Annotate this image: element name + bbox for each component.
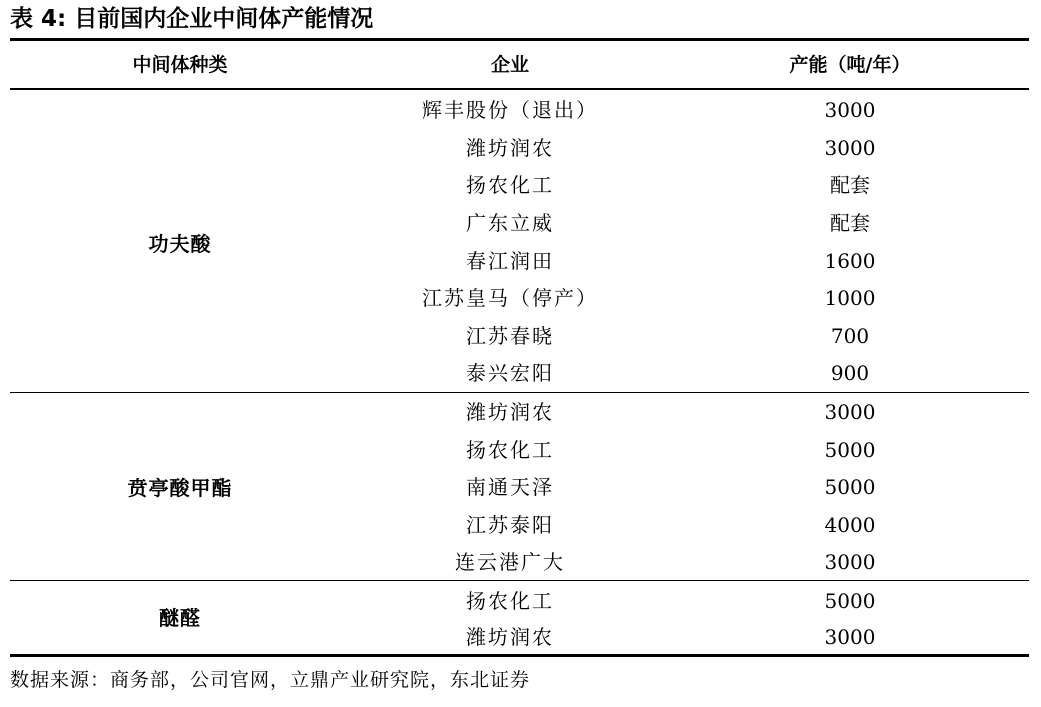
header-intermediate-type: 中间体种类 bbox=[132, 54, 228, 76]
table-cell-company: 潍坊润农 bbox=[466, 400, 554, 424]
table-cell-company: 潍坊润农 bbox=[466, 136, 554, 160]
table-cell-company: 南通天泽 bbox=[466, 475, 554, 499]
table-cell-capacity: 3000 bbox=[824, 400, 876, 424]
table-cell-capacity: 3000 bbox=[824, 625, 876, 649]
group-label-cyhalothric-acid: 功夫酸 bbox=[148, 232, 212, 256]
table-title bbox=[10, 2, 373, 36]
table-cell-company: 连云港广大 bbox=[455, 550, 565, 574]
table-cell-capacity: 5000 bbox=[824, 475, 876, 499]
header-company: 企业 bbox=[490, 54, 529, 76]
table-cell-capacity: 配套 bbox=[830, 211, 870, 235]
group-label-methyl-ester: 贲亭酸甲酯 bbox=[127, 476, 233, 500]
table-cell-company: 潍坊润农 bbox=[466, 625, 554, 649]
table-cell-company: 辉丰股份（退出） bbox=[422, 98, 598, 122]
table-cell-company: 江苏皇马（停产） bbox=[422, 286, 598, 310]
table-cell-capacity: 3000 bbox=[824, 550, 876, 574]
header-capacity: 产能（吨/年） bbox=[789, 54, 911, 76]
table-cell-company: 江苏泰阳 bbox=[466, 513, 554, 537]
table-cell-capacity: 3000 bbox=[824, 98, 876, 122]
top-rule bbox=[10, 38, 1029, 41]
table-cell-company: 扬农化工 bbox=[466, 589, 554, 613]
data-source-note: 数据来源：商务部，公司官网，立鼎产业研究院，东北证券 bbox=[10, 669, 531, 691]
table-cell-capacity: 5000 bbox=[824, 438, 876, 462]
group-divider bbox=[10, 580, 1029, 581]
table-number: 表 4: bbox=[10, 6, 67, 32]
table-cell-company: 江苏春晓 bbox=[466, 324, 554, 348]
bottom-rule bbox=[10, 654, 1029, 657]
table-cell-company: 春江润田 bbox=[466, 249, 554, 273]
table-cell-company: 扬农化工 bbox=[466, 173, 554, 197]
table-caption: 目前国内企业中间体产能情况 bbox=[74, 6, 374, 32]
header-rule bbox=[10, 88, 1029, 90]
table-cell-capacity: 900 bbox=[830, 361, 870, 385]
table-cell-capacity: 1600 bbox=[824, 249, 876, 273]
table-cell-capacity: 1000 bbox=[824, 286, 876, 310]
table-cell-company: 泰兴宏阳 bbox=[466, 361, 554, 385]
group-label-ether-aldehyde: 醚醛 bbox=[159, 606, 201, 630]
table-cell-capacity: 700 bbox=[830, 324, 870, 348]
group-divider bbox=[10, 392, 1029, 393]
table-cell-capacity: 4000 bbox=[824, 513, 876, 537]
table-cell-capacity: 3000 bbox=[824, 136, 876, 160]
table-cell-capacity: 配套 bbox=[830, 173, 870, 197]
table-cell-company: 扬农化工 bbox=[466, 438, 554, 462]
table-cell-capacity: 5000 bbox=[824, 589, 876, 613]
table-cell-company: 广东立威 bbox=[466, 211, 554, 235]
